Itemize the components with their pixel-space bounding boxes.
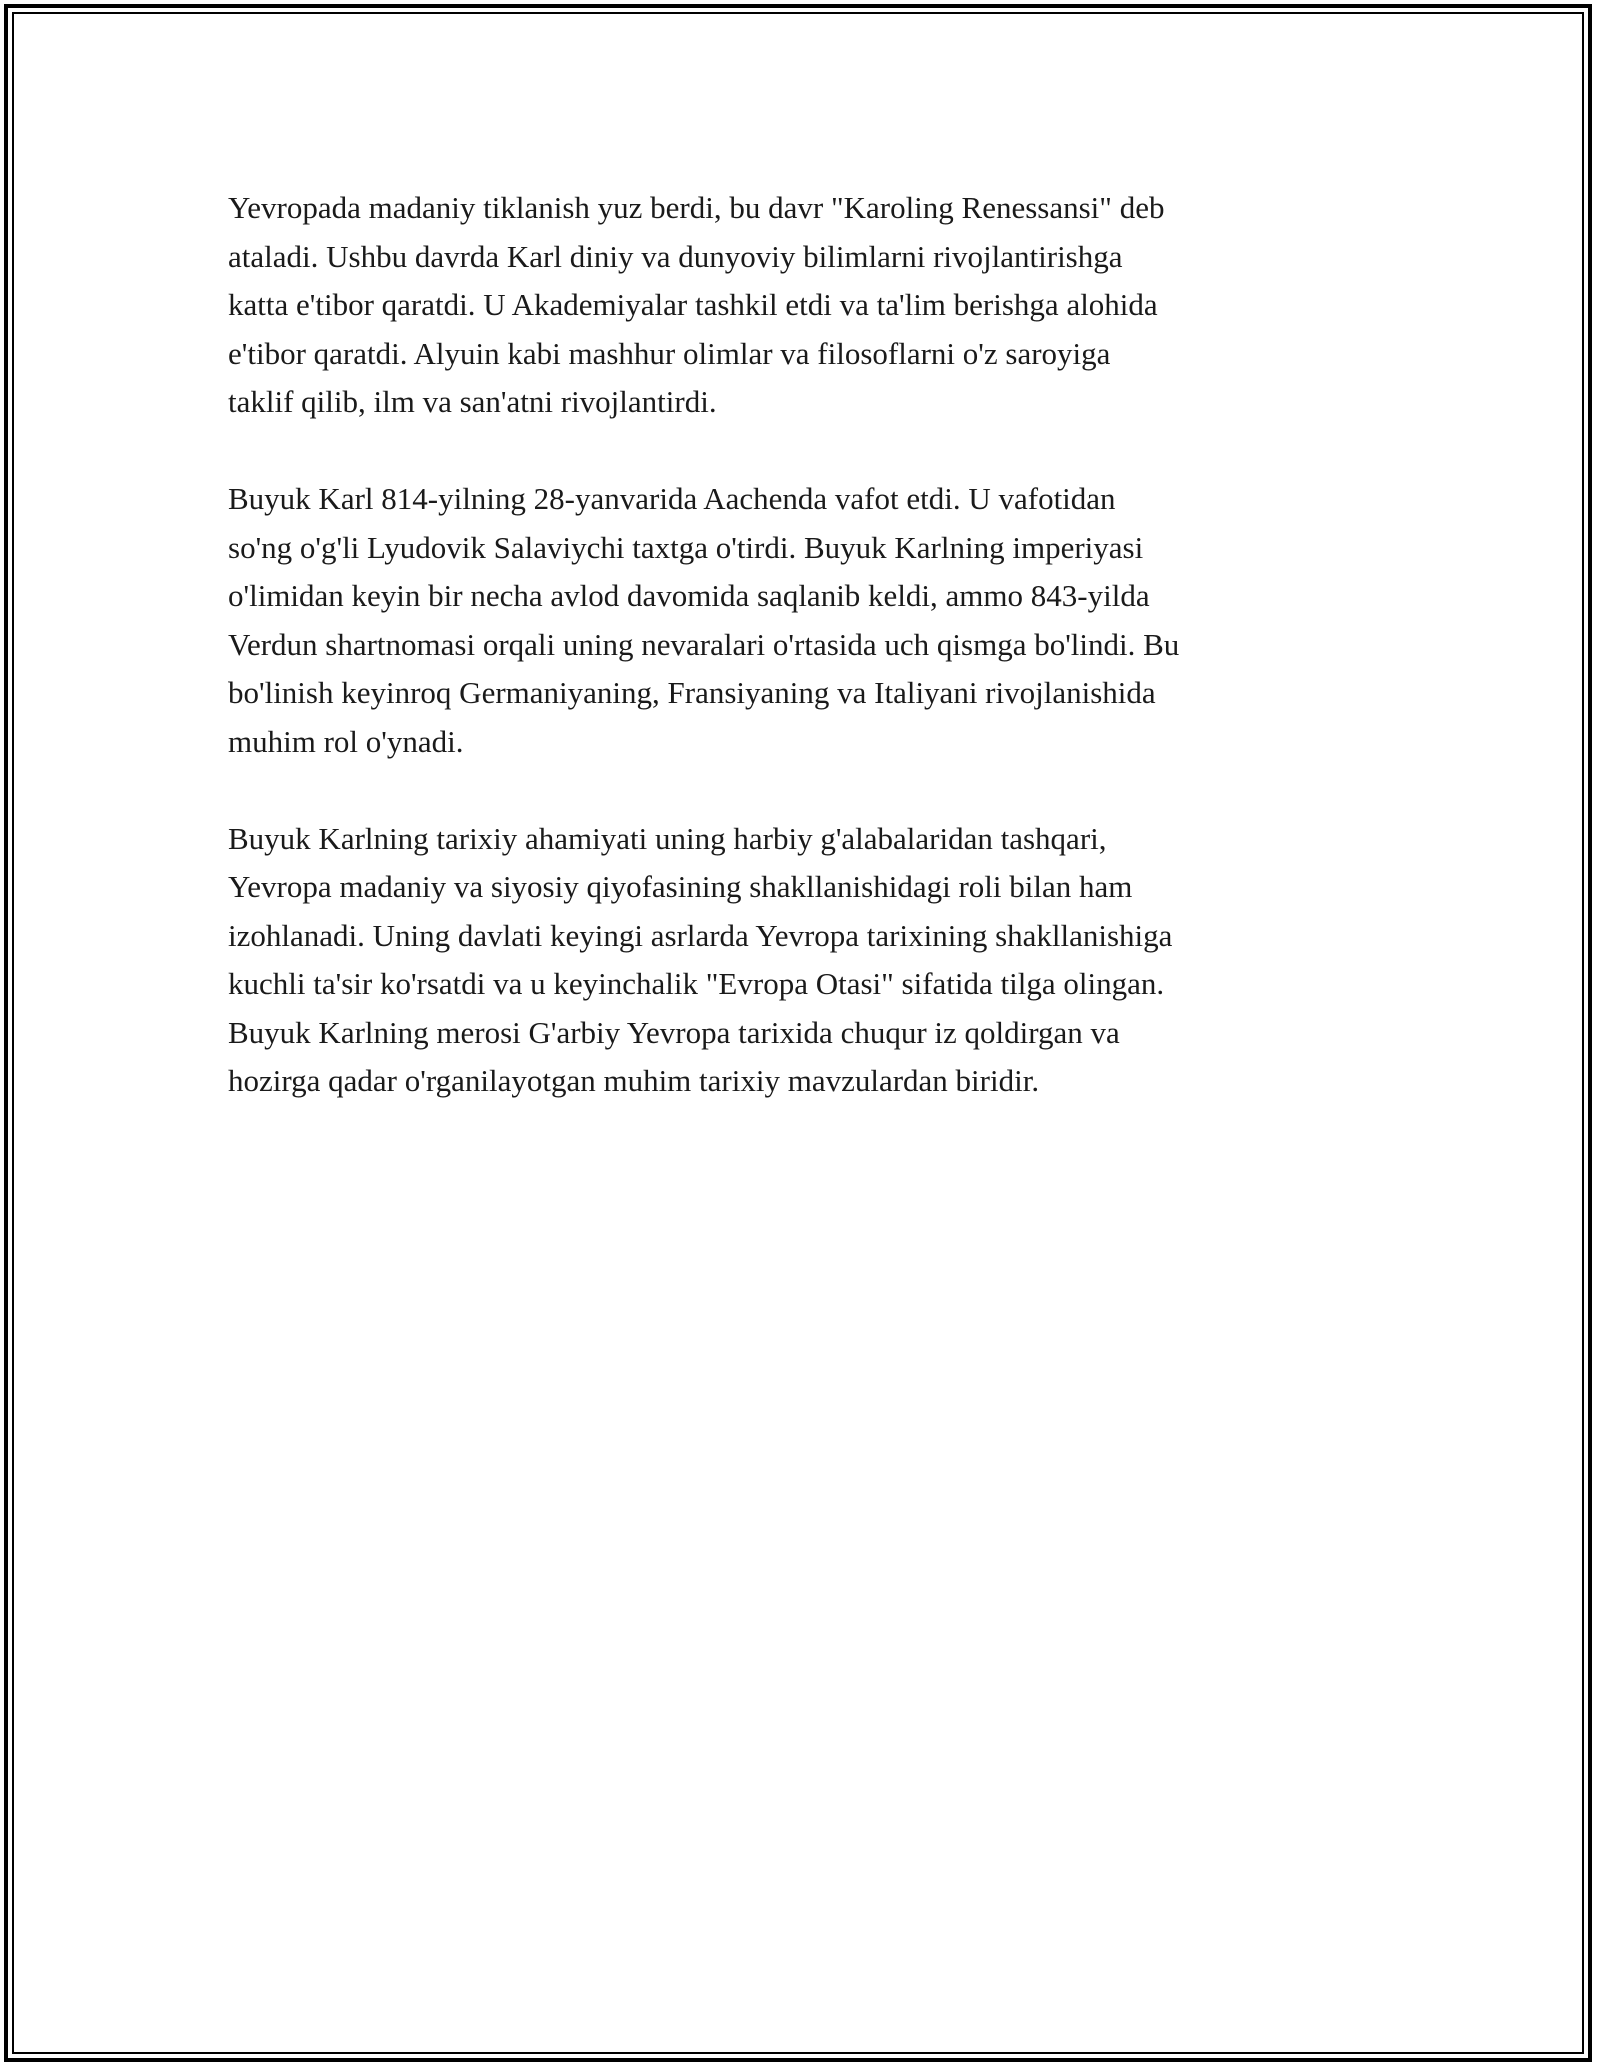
text-line: taklif qilib, ilm va san'atni rivojlantirdi. <box>228 384 717 419</box>
document-body <box>228 184 1388 1154</box>
text-line: katta e'tibor qaratdi. U Akademiyalar tashkil etdi va ta'lim berishga alohida <box>228 287 1158 322</box>
text-line: kuchli ta'sir ko'rsatdi va u keyinchalik "Evropa Otasi" sifatida tilga olingan. <box>228 966 1165 1001</box>
text-line: so'ng o'g'li Lyudovik Salaviychi taxtga o'tirdi. Buyuk Karlning imperiyasi <box>228 529 1144 565</box>
text-line: ataladi. Ushbu davrda Karl diniy va dunyoviy bilimlarni rivojlantirishga <box>228 238 1123 274</box>
paragraph-karoling-renessansi <box>228 184 1388 427</box>
text-line: izohlanadi. Uning davlati keyingi asrlarda Yevropa tarixining shakllanishiga <box>228 917 1173 953</box>
text-line: Buyuk Karlning merosi G'arbiy Yevropa tarixida chuqur iz qoldirgan va <box>228 1014 1120 1050</box>
text-line: Buyuk Karl 814-yilning 28-yanvarida Aachenda vafot etdi. U vafotidan <box>228 481 1116 516</box>
text-line: muhim rol o'ynadi. <box>228 723 464 759</box>
paragraph-tarixiy-ahamiyati <box>228 815 1388 1106</box>
paragraph-karl-vafoti <box>228 475 1388 766</box>
text-line: Verdun shartnomasi orqali uning nevaralari o'rtasida uch qismga bo'lindi. Bu <box>228 626 1180 662</box>
text-line: bo'linish keyinroq Germaniyaning, Fransiyaning va Italiyani rivojlanishida <box>228 675 1156 710</box>
text-line: Yevropa madaniy va siyosiy qiyofasining shakllanishidagi roli bilan ham <box>228 869 1133 904</box>
text-line: hozirga qadar o'rganilayotgan muhim tarixiy mavzulardan biridir. <box>228 1063 1040 1098</box>
text-line: Buyuk Karlning tarixiy ahamiyati uning harbiy g'alabalaridan tashqari, <box>228 820 1107 856</box>
text-line: Yevropada madaniy tiklanish yuz berdi, bu davr "Karoling Renessansi" deb <box>228 190 1165 225</box>
text-line: e'tibor qaratdi. Alyuin kabi mashhur olimlar va filosoflarni o'z saroyiga <box>228 335 1111 371</box>
text-line: o'limidan keyin bir necha avlod davomida saqlanib keldi, ammo 843-yilda <box>228 578 1150 613</box>
